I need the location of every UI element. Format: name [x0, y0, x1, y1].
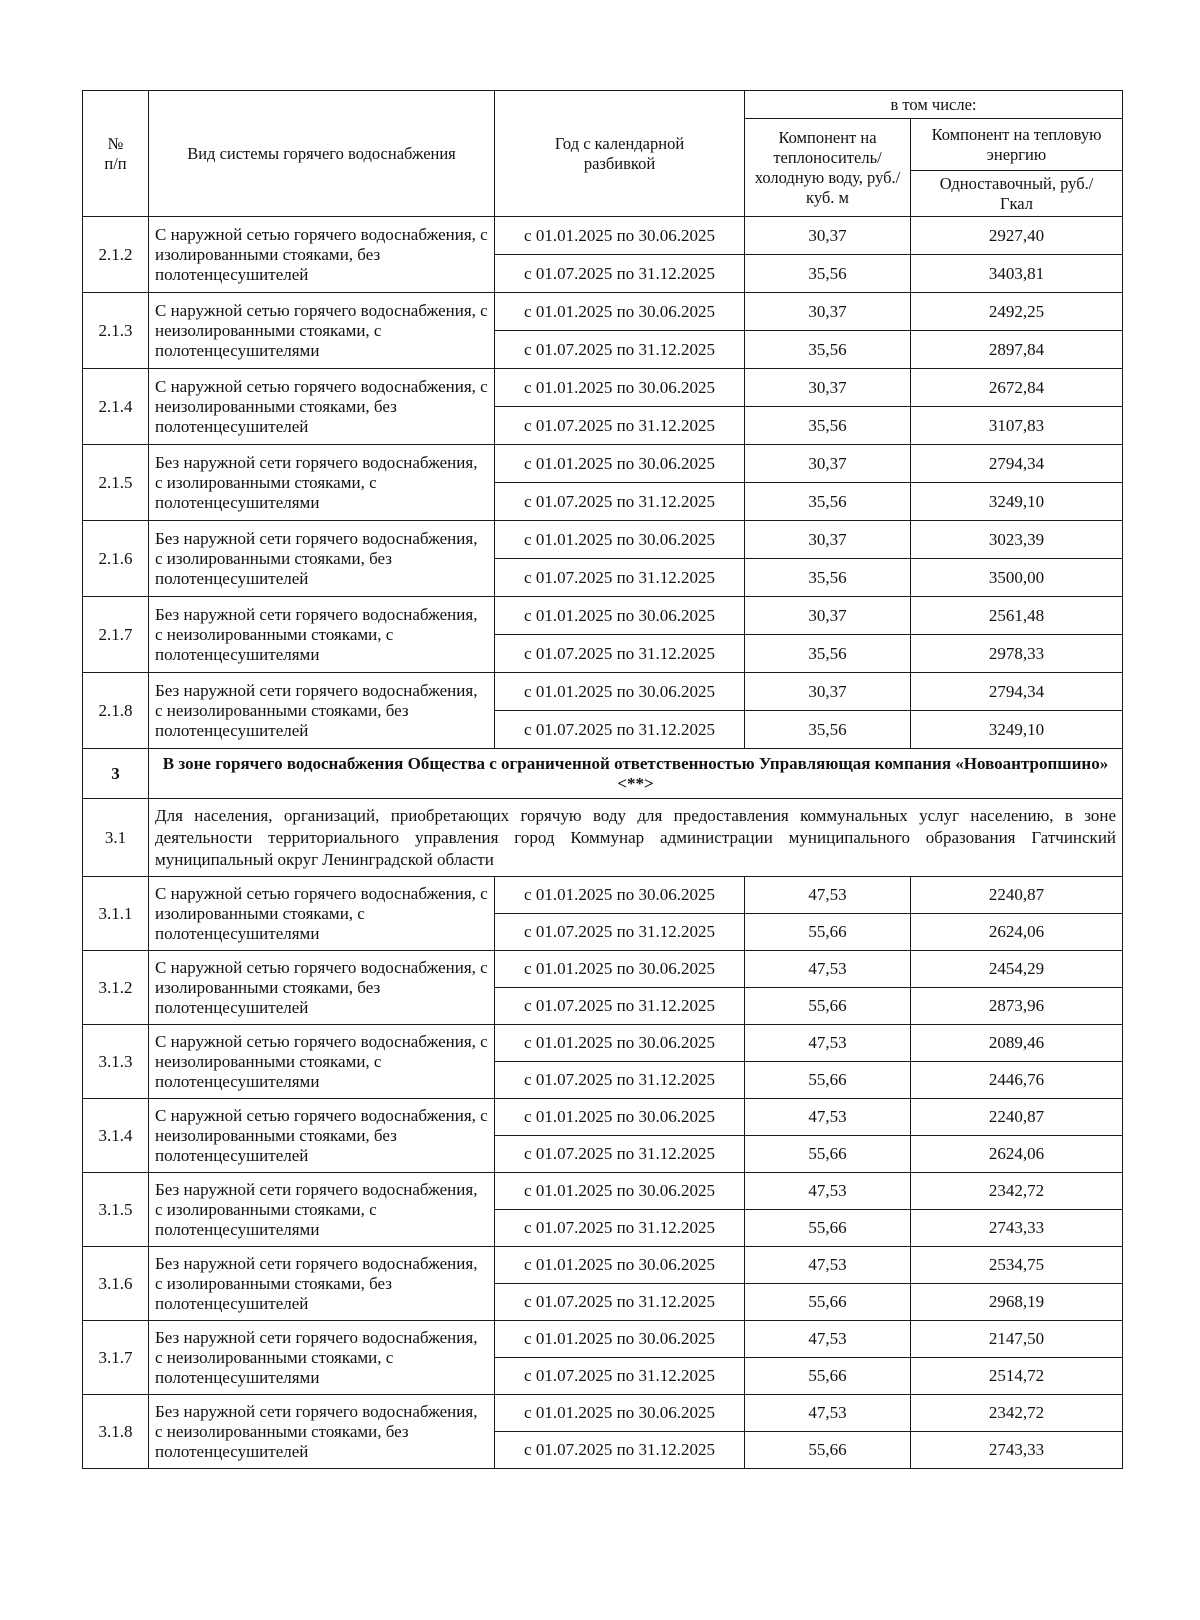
heat-component-value: 2743,33	[911, 1210, 1123, 1247]
period-h1: с 01.01.2025 по 30.06.2025	[495, 1025, 745, 1062]
header-water-component: Компонент на теплоноситель/ холодную воду, руб./куб. м	[745, 119, 911, 217]
period-h1: с 01.01.2025 по 30.06.2025	[495, 1099, 745, 1136]
system-type: Без наружной сети горячего водоснабжения, с изолированными стояками, с полотенцесушителями	[149, 1173, 495, 1247]
row-number: 2.1.4	[83, 369, 149, 445]
row-number: 2.1.8	[83, 673, 149, 749]
period-h2: с 01.07.2025 по 31.12.2025	[495, 1136, 745, 1173]
row-number: 2.1.6	[83, 521, 149, 597]
row-number: 2.1.7	[83, 597, 149, 673]
heat-component-value: 2240,87	[911, 877, 1123, 914]
table-row	[83, 1173, 1123, 1210]
row-number: 3.1.6	[83, 1247, 149, 1321]
water-component-value: 30,37	[745, 521, 911, 559]
header-heat-component: Компонент на тепловую энергию	[911, 119, 1123, 171]
table-row	[83, 597, 1123, 635]
heat-component-value: 2492,25	[911, 293, 1123, 331]
water-component-value: 35,56	[745, 559, 911, 597]
water-component-value: 47,53	[745, 1247, 911, 1284]
system-type: Без наружной сети горячего водоснабжения, с изолированными стояками, без полотенцесушителей	[149, 1247, 495, 1321]
table-row	[83, 1247, 1123, 1284]
system-type: Без наружной сети горячего водоснабжения, с неизолированными стояками, без полотенцесушителей	[149, 1395, 495, 1469]
water-component-value: 47,53	[745, 1025, 911, 1062]
row-number: 2.1.5	[83, 445, 149, 521]
subsection-text: Для населения, организаций, приобретающих горячую воду для предоставления коммунальных услуг населению, в зоне деятельности территориального управления город Коммунар администрации муниципального образования Гатчинский муниципальный округ Ленинградской области	[149, 799, 1123, 877]
section-number: 3	[83, 749, 149, 799]
water-component-value: 30,37	[745, 597, 911, 635]
system-type: С наружной сетью горячего водоснабжения, с неизолированными стояками, с полотенцесушителями	[149, 1025, 495, 1099]
row-number: 3.1.8	[83, 1395, 149, 1469]
heat-component-value: 3249,10	[911, 711, 1123, 749]
period-h2: с 01.07.2025 по 31.12.2025	[495, 1432, 745, 1469]
period-h2: с 01.07.2025 по 31.12.2025	[495, 407, 745, 445]
water-component-value: 35,56	[745, 331, 911, 369]
table-row	[83, 951, 1123, 988]
header-single-rate: Одноставочный, руб./Гкал	[911, 171, 1123, 217]
tariff-document	[82, 90, 1122, 1469]
header-row	[83, 91, 1123, 119]
section-title: В зоне горячего водоснабжения Общества с ограниченной ответственностью Управляющая компания «Новоантропшино» <**>	[149, 749, 1123, 799]
heat-component-value: 2514,72	[911, 1358, 1123, 1395]
header-year: Год с календарной разбивкой	[495, 91, 745, 217]
heat-component-value: 2454,29	[911, 951, 1123, 988]
system-type: Без наружной сети горячего водоснабжения, с изолированными стояками, с полотенцесушителями	[149, 445, 495, 521]
table-row	[83, 1395, 1123, 1432]
water-component-value: 55,66	[745, 988, 911, 1025]
heat-component-value: 2794,34	[911, 673, 1123, 711]
heat-component-value: 2743,33	[911, 1432, 1123, 1469]
heat-component-value: 2873,96	[911, 988, 1123, 1025]
header-including: в том числе:	[745, 91, 1123, 119]
water-component-value: 30,37	[745, 369, 911, 407]
water-component-value: 55,66	[745, 1062, 911, 1099]
period-h1: с 01.01.2025 по 30.06.2025	[495, 369, 745, 407]
water-component-value: 30,37	[745, 673, 911, 711]
row-number: 3.1.4	[83, 1099, 149, 1173]
period-h2: с 01.07.2025 по 31.12.2025	[495, 988, 745, 1025]
heat-component-value: 2446,76	[911, 1062, 1123, 1099]
water-component-value: 35,56	[745, 407, 911, 445]
heat-component-value: 2897,84	[911, 331, 1123, 369]
water-component-value: 55,66	[745, 1136, 911, 1173]
period-h1: с 01.01.2025 по 30.06.2025	[495, 1173, 745, 1210]
period-h1: с 01.01.2025 по 30.06.2025	[495, 877, 745, 914]
period-h2: с 01.07.2025 по 31.12.2025	[495, 483, 745, 521]
subsection-number: 3.1	[83, 799, 149, 877]
row-number: 2.1.2	[83, 217, 149, 293]
heat-component-value: 3500,00	[911, 559, 1123, 597]
heat-component-value: 2968,19	[911, 1284, 1123, 1321]
row-number: 3.1.3	[83, 1025, 149, 1099]
period-h2: с 01.07.2025 по 31.12.2025	[495, 559, 745, 597]
water-component-value: 35,56	[745, 635, 911, 673]
table-row	[83, 877, 1123, 914]
table-row	[83, 1321, 1123, 1358]
heat-component-value: 3249,10	[911, 483, 1123, 521]
row-number: 2.1.3	[83, 293, 149, 369]
heat-component-value: 2624,06	[911, 1136, 1123, 1173]
period-h1: с 01.01.2025 по 30.06.2025	[495, 293, 745, 331]
row-number: 3.1.7	[83, 1321, 149, 1395]
period-h1: с 01.01.2025 по 30.06.2025	[495, 1321, 745, 1358]
water-component-value: 55,66	[745, 1284, 911, 1321]
table-row	[83, 369, 1123, 407]
heat-component-value: 2089,46	[911, 1025, 1123, 1062]
table-row	[83, 1025, 1123, 1062]
period-h1: с 01.01.2025 по 30.06.2025	[495, 1247, 745, 1284]
water-component-value: 47,53	[745, 951, 911, 988]
water-component-value: 47,53	[745, 1173, 911, 1210]
water-component-value: 47,53	[745, 1395, 911, 1432]
water-component-value: 55,66	[745, 914, 911, 951]
row-number: 3.1.2	[83, 951, 149, 1025]
table-row	[83, 217, 1123, 255]
water-component-value: 47,53	[745, 1099, 911, 1136]
system-type: Без наружной сети горячего водоснабжения, с неизолированными стояками, без полотенцесушителей	[149, 673, 495, 749]
tariff-table	[82, 90, 1123, 1469]
system-type: С наружной сетью горячего водоснабжения, с изолированными стояками, без полотенцесушителей	[149, 217, 495, 293]
section-row	[83, 749, 1123, 799]
water-component-value: 47,53	[745, 1321, 911, 1358]
period-h2: с 01.07.2025 по 31.12.2025	[495, 1210, 745, 1247]
system-type: С наружной сетью горячего водоснабжения, с неизолированными стояками, с полотенцесушителями	[149, 293, 495, 369]
water-component-value: 55,66	[745, 1210, 911, 1247]
header-num: № п/п	[83, 91, 149, 217]
row-number: 3.1.5	[83, 1173, 149, 1247]
period-h1: с 01.01.2025 по 30.06.2025	[495, 951, 745, 988]
water-component-value: 30,37	[745, 217, 911, 255]
period-h1: с 01.01.2025 по 30.06.2025	[495, 597, 745, 635]
heat-component-value: 3107,83	[911, 407, 1123, 445]
row-number: 3.1.1	[83, 877, 149, 951]
heat-component-value: 3023,39	[911, 521, 1123, 559]
heat-component-value: 2342,72	[911, 1395, 1123, 1432]
heat-component-value: 2534,75	[911, 1247, 1123, 1284]
table-row	[83, 1099, 1123, 1136]
period-h2: с 01.07.2025 по 31.12.2025	[495, 914, 745, 951]
heat-component-value: 2147,50	[911, 1321, 1123, 1358]
water-component-value: 55,66	[745, 1358, 911, 1395]
heat-component-value: 2624,06	[911, 914, 1123, 951]
period-h1: с 01.01.2025 по 30.06.2025	[495, 217, 745, 255]
period-h2: с 01.07.2025 по 31.12.2025	[495, 1284, 745, 1321]
water-component-value: 55,66	[745, 1432, 911, 1469]
system-type: Без наружной сети горячего водоснабжения, с неизолированными стояками, с полотенцесушителями	[149, 1321, 495, 1395]
water-component-value: 47,53	[745, 877, 911, 914]
period-h2: с 01.07.2025 по 31.12.2025	[495, 255, 745, 293]
heat-component-value: 2561,48	[911, 597, 1123, 635]
water-component-value: 30,37	[745, 445, 911, 483]
table-row	[83, 445, 1123, 483]
period-h1: с 01.01.2025 по 30.06.2025	[495, 521, 745, 559]
period-h1: с 01.01.2025 по 30.06.2025	[495, 1395, 745, 1432]
system-type: Без наружной сети горячего водоснабжения, с изолированными стояками, без полотенцесушителей	[149, 521, 495, 597]
period-h1: с 01.01.2025 по 30.06.2025	[495, 673, 745, 711]
heat-component-value: 2240,87	[911, 1099, 1123, 1136]
period-h2: с 01.07.2025 по 31.12.2025	[495, 1062, 745, 1099]
system-type: С наружной сетью горячего водоснабжения, с изолированными стояками, без полотенцесушителей	[149, 951, 495, 1025]
water-component-value: 30,37	[745, 293, 911, 331]
table-row	[83, 293, 1123, 331]
system-type: С наружной сетью горячего водоснабжения, с неизолированными стояками, без полотенцесушителей	[149, 1099, 495, 1173]
period-h2: с 01.07.2025 по 31.12.2025	[495, 711, 745, 749]
period-h2: с 01.07.2025 по 31.12.2025	[495, 331, 745, 369]
water-component-value: 35,56	[745, 483, 911, 521]
table-row	[83, 521, 1123, 559]
subsection-row	[83, 799, 1123, 877]
header-system-type: Вид системы горячего водоснабжения	[149, 91, 495, 217]
system-type: Без наружной сети горячего водоснабжения, с неизолированными стояками, с полотенцесушителями	[149, 597, 495, 673]
heat-component-value: 2672,84	[911, 369, 1123, 407]
heat-component-value: 2794,34	[911, 445, 1123, 483]
system-type: С наружной сетью горячего водоснабжения, с неизолированными стояками, без полотенцесушителей	[149, 369, 495, 445]
system-type: С наружной сетью горячего водоснабжения, с изолированными стояками, с полотенцесушителями	[149, 877, 495, 951]
water-component-value: 35,56	[745, 711, 911, 749]
heat-component-value: 2927,40	[911, 217, 1123, 255]
heat-component-value: 2342,72	[911, 1173, 1123, 1210]
period-h2: с 01.07.2025 по 31.12.2025	[495, 1358, 745, 1395]
period-h1: с 01.01.2025 по 30.06.2025	[495, 445, 745, 483]
heat-component-value: 2978,33	[911, 635, 1123, 673]
period-h2: с 01.07.2025 по 31.12.2025	[495, 635, 745, 673]
table-row	[83, 673, 1123, 711]
heat-component-value: 3403,81	[911, 255, 1123, 293]
water-component-value: 35,56	[745, 255, 911, 293]
